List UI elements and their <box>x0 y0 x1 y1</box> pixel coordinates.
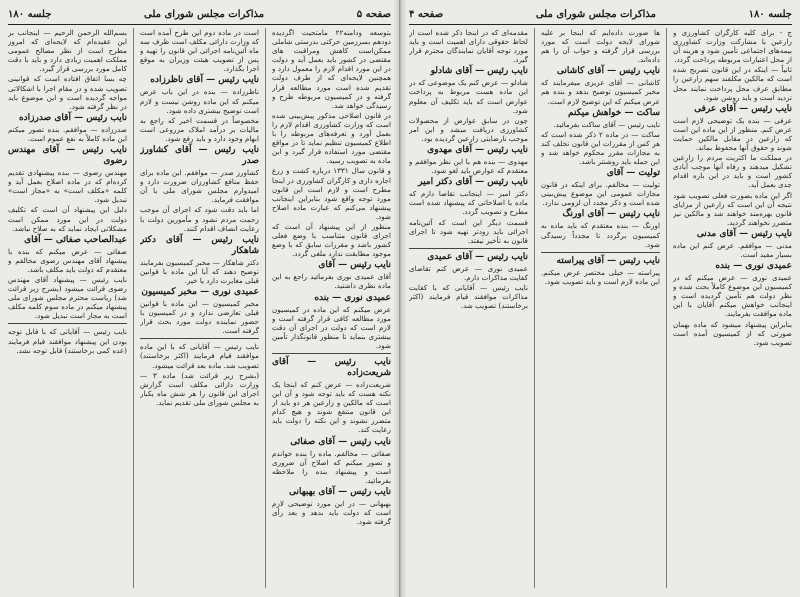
paragraph: قسمت دیگر این است که آئین‌نامه اجرائی باید زودتر تهیه شود تا اجرای قانون به تأخیر نیفتد. <box>409 217 528 245</box>
paragraph: اما باید دقت شود که اجرای آن موجب زحمت مردم نشود و مأمورین دولت با رعایت انصاف اقدام کنند. <box>140 205 259 233</box>
speaker-heading: نایب رئیس — آقای ناظرزاده <box>150 75 259 86</box>
section-rule <box>409 248 528 249</box>
speaker-heading: نایب رئیس — آقای کشاورز صدر <box>140 145 259 167</box>
page-number: صفحه ۴ <box>409 8 444 20</box>
paragraph: است در ماده دوم این طرح آمده است که وزارت دارائی مکلف است ظرف سه ماه آئین‌نامه اجرائی این قانون را تهیه و پس از تصویب هیئت وزیران به موقع اجرا بگذارد. <box>140 28 259 74</box>
gutter-shadow <box>393 0 399 597</box>
paragraph: دکتر شاهکار — مخبر کمیسیون بفرمایند توضیح دهند که آیا این ماده با قوانین قبلی مغایرت دارد یا خیر. <box>140 257 259 285</box>
speaker-heading: نایب رئیس — آقای <box>318 260 391 271</box>
paragraph: صدرزاده — موافقم. بنده تصور میکنم این ماده کاملاً به نفع عموم است. <box>8 124 127 143</box>
speaker-heading: نایب رئیس — آقای صفائی <box>290 436 391 447</box>
paragraph: صفائی — مخالفم. ماده را بنده خواندم و تصور میکنم که اصلاح آن ضروری است و پیشنهاد بنده را ملاحظه بفرمائید. <box>272 448 391 485</box>
journal-title: مذاکرات مجلس شورای ملی <box>144 8 265 20</box>
left-page-header <box>8 6 391 25</box>
paragraph: پیراسته — خیلی مختصر عرض میکنم. این ماده لازم است و باید تصویب شود. <box>541 267 660 286</box>
paragraph: نایب رئیس — آقای ساکت بفرمائید. <box>553 119 660 129</box>
paragraph: کاشانی — آقای عزیزی میفرمایند که مخبر کمیسیون توضیح بدهد و بنده هم عرض میکنم که این توضیح لازم است. <box>541 78 660 106</box>
paragraph: بسم‌الله الرحمن الرحیم — اینجانب بر این عقیده‌ام که لایحه‌ای که امروز مطرح است از نظر مصالح عمومی مملکت اهمیت زیادی دارد و باید با دقت کامل مورد بررسی قرار گیرد. <box>8 28 127 74</box>
speaker-heading: عمیدی نوری — مخبر کمیسیون <box>141 286 259 297</box>
paragraph: کشاورز صدر — موافقم. این ماده برای حفظ منافع کشاورزان ضرورت دارد و امیدوارم مجلس شورای ملی با آن موافقت فرماید. <box>140 168 259 205</box>
paragraph: عرض میکنم که این ماده در کمیسیون مورد مطالعه کافی قرار گرفته است و لازم است که دولت در اجرای آن دقت بیشتری بنماید تا منظور قانونگذار تأمین شود. <box>272 304 391 350</box>
speaker-heading: نایب رئیس — آقای مهدوی <box>427 145 528 156</box>
paragraph: چون در سابق عوارض از محصولات کشاورزی دریافت میشد و این امر موجب نارضایتی زارعین گردیده بود. <box>409 115 528 143</box>
right-page-columns <box>409 28 792 588</box>
paragraph: منظور از این پیشنهاد آن است که اجرای قانون متناسب با وضع فعلی کشور باشد و مقررات سابق که با وضع موجود مطابقت ندارد ملغی گردد. <box>272 221 391 259</box>
column-3 <box>8 28 127 588</box>
gutter-shadow <box>401 0 407 597</box>
session-number: جلسه ۱۸۰ <box>8 8 52 20</box>
left-page-columns <box>8 28 391 588</box>
right-page <box>400 0 800 597</box>
speaker-heading: نایب رئیس — آقای دکتر امیر <box>418 177 528 188</box>
speaker-heading: عمیدی نوری — بنده <box>715 261 792 272</box>
paragraph: نایب رئیس — آقایانی که با این ماده موافقند قیام فرمایند (اکثر برخاستند) تصویب شد. ماده بعد قرائت میشود. <box>140 342 259 370</box>
paragraph: بنابراین پیشنهاد میشود که ماده بهمان صورتی که از کمیسیون آمده است تصویب شود. <box>673 319 792 347</box>
paragraph: صفائی — عرض میکنم که بنده با پیشنهاد آقای مهندس رضوی مخالفم و معتقدم که دولت باید مکلف باشد. <box>8 246 127 274</box>
column-2 <box>140 28 259 588</box>
paragraph: در قانون اصلاحی مذکور پیش‌بینی شده است که وزارت کشاورزی اقدام لازم را بعمل آورد و تعرفه‌های مربوطه را با اطلاع کمیسیون تنظیم نماید تا در مواقع مقتضی مورد استفاده قرار گیرد و این ماده به تصویب رسید. <box>272 110 391 166</box>
page-number: صفحه ۵ <box>356 8 391 20</box>
speaker-heading: نایب رئیس — آقای پیراسته <box>556 255 660 266</box>
speaker-heading: نایب رئیس — آقای مدنی <box>696 228 792 239</box>
column-2 <box>541 28 660 588</box>
paragraph: اگر این ماده بصورت فعلی تصویب شود نتیجه آن این است که زارعین از مزایای قانون بهره‌مند خواهند شد و مالکین نیز متضرر نخواهند گردید. <box>673 190 792 227</box>
speaker-heading: نایب رئیس — آقای عرفی <box>694 103 792 114</box>
paragraph: ها صورت داده‌ایم که اینجا بر علیه شورای لایحه دولت است که مورد بررسی قرار گرفته و جواب آن را هم داده‌اند. <box>541 28 660 65</box>
paragraph: ج - برای کلیه کارگران کشاورزی و زارعین با مشارکت وزارت کشاورزی بیمه‌های اجتماعی تأمین شود و هزینه آن از محل اعتبارات مربوطه پرداخت گردد. <box>673 28 792 65</box>
paragraph: اورنگ — بنده معتقدم که باید ماده به کمیسیون برگردد تا مجدداً رسیدگی شود. <box>541 221 660 249</box>
paragraph: بتوسعه ودامنه۲۲ مامتحیت اگردیده دودهم بسرزمین حرکتی بدرستی شاملی ممکن‌است کاهش ومراقبت های مقتضی در کشور باید بعمل آید و دولت در این مورد اقدام لازم را معمول دارد و همچنین لایحه‌ای که از طرف دولت تقدیم شده است مورد مطالعه قرار گرفته و در کمیسیون مربوطه طرح و رسیدگی خواهد شد. <box>272 28 391 110</box>
speaker-heading: نایب رئیس — آقای مهندس رضوی <box>8 145 127 167</box>
column-1 <box>673 28 792 588</box>
paragraph: نایب رئیس — آقایانی که با کفایت مذاکرات موافقند قیام فرمایند (اکثر برخاستند) تصویب شد. <box>409 282 528 311</box>
paragraph: آقای عمیدی نوری بفرمائید راجع به این ماده نظری داشتید. <box>272 272 391 291</box>
speaker-heading: نایب رئیس — آقای شادلو <box>430 66 528 77</box>
session-number: جلسه ۱۸۰ <box>748 8 792 20</box>
paragraph: دکتر امیر — اینجانب تقاضا دارم که ماده با اصلاحاتی که پیشنهاد شده است مطرح و تصویب گردد. <box>409 189 528 217</box>
column-divider <box>534 28 535 588</box>
paragraph: دلیل این پیشنهاد آن است که تکلیف دولت در این مورد ممکن است مشکلاتی ایجاد نماید که به صلاح نباشد. <box>8 205 127 233</box>
paragraph: (بشرح زیر قرائت شد) ماده ۳ — وزارت دارائی مکلف است گزارش اجرای این قانون را هر شش ماه یکبار به مجلس شورای ملی تقدیم نماید. <box>140 370 259 407</box>
paragraph: چه بسا اتفاق افتاده است که قوانینی تصویب شده و در مقام اجرا با اشکالاتی مواجه گردیده است و این موضوع باید در نظر گرفته شود. <box>8 74 127 111</box>
paragraph: مدنی — موافقم. عرض کنم این ماده بسیار مفید است. <box>673 240 792 259</box>
paragraph: عمیدی نوری — عرض کنم تقاضای کفایت مذاکرات دارم. <box>409 263 528 282</box>
column-divider <box>133 28 134 588</box>
speaker-heading: نایب رئیس — آقای صدرزاده <box>18 112 127 123</box>
paragraph: مخبر کمیسیون — این ماده با قوانین قبلی تعارضی ندارد و در کمیسیون با حضور نماینده دولت مورد بحث قرار گرفته است. <box>140 298 259 336</box>
speaker-heading: نایب رئیس — آقای عمیدی <box>427 251 528 262</box>
section-rule <box>272 353 391 354</box>
paragraph: تولیت — مخالفم. برای اینکه در قانون مجازات عمومی این موضوع پیش‌بینی شده است و ذکر مجدد آن لزومی ندارد. <box>541 180 660 208</box>
section-rule <box>8 323 127 324</box>
speaker-heading: نایب رئیس — آقای شریعت‌زاده <box>272 357 391 378</box>
journal-title: مذاکرات مجلس شورای ملی <box>535 8 656 20</box>
paragraph: نایب رئیس — پیشنهاد آقای مهندس رضوی قرائت میشود (بشرح زیر قرائت شد) ریاست محترم مجلس شورای ملی پیشنهاد میکنم در ماده سوم کلمه مکلف است به مجاز است تبدیل شود. <box>8 274 127 321</box>
paragraph: مهندس رضوی — بنده پیشنهادی تقدیم کرده‌ام که در ماده اصلاح بعمل آید و کلمه «مکلف است» به «مجاز است» تبدیل شود. <box>8 168 127 205</box>
right-page-header <box>409 6 792 25</box>
paragraph: بهبهانی — در این مورد توضیحی لازم است که دولت باید بدهد و بعد رأی گرفته شود. <box>272 498 391 527</box>
paragraph: مخصوصاً در قسمت اخیر که راجع به مالیات بر درآمد املاک مزروعی است ابهام وجود دارد و باید رفع شود. <box>140 115 259 143</box>
speaker-heading: نایب رئیس — آقای اورنگ <box>562 209 660 220</box>
paragraph: شریعت‌زاده — عرض کنم که اینجا یک نکته هست که باید توجه شود و آن این است که مالکین و زارعین هر دو باید از این قانون منتفع شوند و هیچ کدام متضرر نشوند و این نکته را دولت باید رعایت کند. <box>272 380 391 435</box>
speaker-heading: نایب رئیس — آقای بهبهانی <box>288 486 391 497</box>
column-divider <box>265 28 266 588</box>
section-rule <box>541 252 660 253</box>
paragraph: عرفی — بنده یک توضیحی لازم است عرض کنم. منظور از این ماده این است که زارعین در مقابل مالکین حمایت شوند و حقوق آنها محفوظ بماند. <box>673 115 792 153</box>
paragraph: عمیدی نوری — عرض میکنم که در کمیسیون این موضوع کاملاً بحث شده و نظر دولت هم تأمین گردیده است و اینجانب خواهش میکنم آقایان با این ماده موافقت بفرمایند. <box>673 273 792 319</box>
paragraph: ناظرزاده — بنده در این باب عرض میکنم که این ماده روشن نیست و لازم است توضیح بیشتری داده شود. <box>140 87 259 115</box>
paragraph: مهدوی — بنده هم با این نظر موافقم و معتقدم که عوارض باید لغو شود. <box>409 157 528 176</box>
speaker-heading: تولیت — آقای <box>606 168 660 179</box>
paragraph: شادلو — عرض کنم یک موضوعی که در این ماده هست مربوط به پرداخت عوارض است که باید تکلیف آن معلوم شود. <box>409 78 528 115</box>
paragraph: ساکت — در ماده ۲ ذکر شده است که هر کس از مقررات این قانون تخلف کند به مجازات مقرر محکوم خواهد شد و این جمله باید روشنتر باشد. <box>541 129 660 167</box>
speaker-heading: نایب رئیس — آقای کاشانی <box>556 66 660 77</box>
column-1 <box>272 28 391 588</box>
speaker-heading: عبدالصاحب صفائی — آقای <box>24 234 127 245</box>
paragraph: و قانون سال ۱۳۳۱ درباره کشت و زرع اجاره داری و کارگران کشاورزی در اینجا مطرح است و لازم است این قانون مورد توجه واقع شود بنابراین اینجانب پیشنهاد می‌کنم که عبارت ماده اصلاح شود. <box>272 166 391 221</box>
speaker-heading: عمیدی نوری — بنده <box>314 292 391 303</box>
paragraph: در مملکت ما اکثریت مردم را زارعین تشکیل میدهند و رفاه آنها موجب آبادی کشور است و باید در این باره اقدام جدی بعمل آید. <box>673 153 792 190</box>
section-rule <box>140 338 259 339</box>
column-3 <box>409 28 528 588</box>
paragraph: ثانیاً — اینکه در این قانون تصریح شده است که مالکین مکلفند سهم زارعین را مطابق عرف محل پرداخت نمایند محل تردید است و باید روشن شود. <box>673 65 792 102</box>
column-divider <box>666 28 667 588</box>
paragraph: مقدمه‌ای که در اینجا ذکر شده است از لحاظ حقوقی دارای اهمیت است و باید مورد توجه آقایان نمایندگان محترم قرار گیرد. <box>409 28 528 65</box>
speaker-heading: ساکت — خواهش میکنم <box>568 107 660 118</box>
speaker-heading: نایب رئیس — آقای دکتر شاهکار <box>140 234 259 256</box>
paragraph: نایب رئیس — آقایانی که با قابل توجه بودن این پیشنهاد موافقند قیام فرمایند (عده کمی برخاستند) قابل توجه نشد. <box>8 327 127 355</box>
